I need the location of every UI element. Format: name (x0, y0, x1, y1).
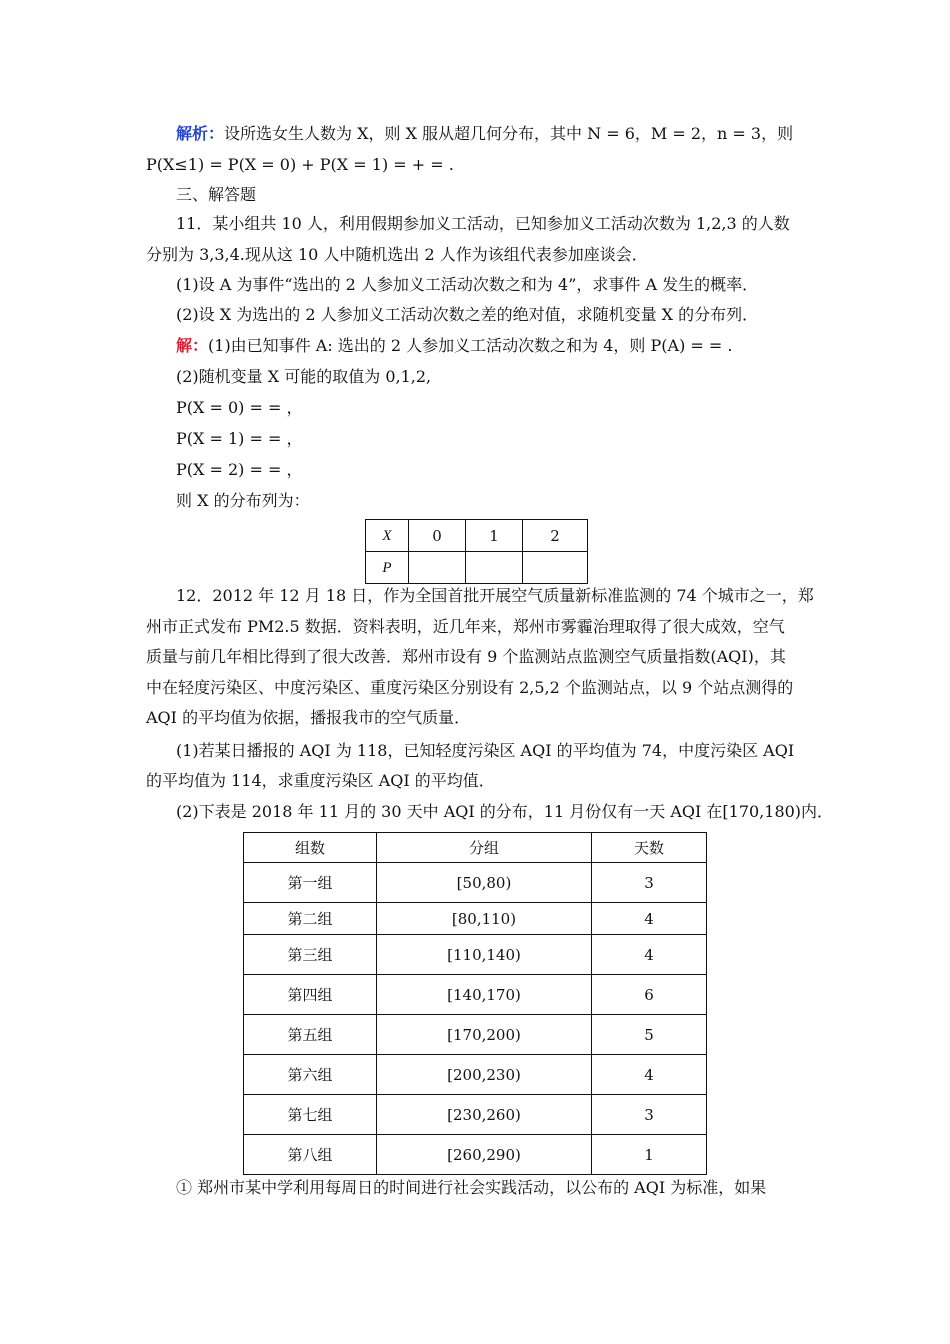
q12-sub1: ① 郑州市某中学利用每周日的时间进行社会实践活动，以公布的 AQI 为标准，如果 (176, 1178, 767, 1197)
table-row (244, 1095, 707, 1135)
q11-part1: (1)设 A 为事件“选出的 2 人参加义工活动次数之和为 4”，求事件 A 发生的概率． (176, 275, 759, 294)
table-cell: 第三组 (244, 935, 377, 975)
table-header-row (244, 833, 707, 863)
table-row (244, 1135, 707, 1175)
table-cell: 第八组 (244, 1135, 377, 1175)
table-row (244, 1015, 707, 1055)
q12-part1-line1: (1)若某日播报的 AQI 为 118，已知轻度污染区 AQI 的平均值为 74，中度污染区 AQI (176, 741, 795, 760)
analysis-label: 解析： (176, 124, 225, 143)
table-row (366, 520, 588, 552)
q12-line4: 中在轻度污染区、中度污染区、重度污染区分别设有 2,5,2 个监测站点，以 9 个站点测得的 (146, 678, 794, 697)
table-cell: [80,110) (377, 903, 592, 935)
q11-sol2: (2)随机变量 X 可能的取值为 0,1,2, (176, 367, 432, 386)
q11-solution-line1 (176, 336, 732, 356)
table-cell: 第二组 (244, 903, 377, 935)
table-cell: 1 (592, 1135, 707, 1175)
q12-part2: (2)下表是 2018 年 11 月的 30 天中 AQI 的分布，11 月份仅有一天 AQI 在[170,180)内． (176, 802, 834, 821)
table-cell: 4 (592, 903, 707, 935)
table-cell: 第四组 (244, 975, 377, 1015)
table-cell: [140,170) (377, 975, 592, 1015)
q12-part1-line2: 的平均值为 114，求重度污染区 AQI 的平均值． (146, 771, 495, 790)
table-cell: 第一组 (244, 863, 377, 903)
table-header-cell: 天数 (592, 833, 707, 863)
table-cell (523, 552, 588, 584)
q11-part2: (2)设 X 为选出的 2 人参加义工活动次数之差的绝对值，求随机变量 X 的分布列． (176, 305, 759, 324)
table-row (244, 975, 707, 1015)
q12-line5: AQI 的平均值为依据，播报我市的空气质量． (146, 708, 471, 727)
table-cell: 第六组 (244, 1055, 377, 1095)
table-cell: 0 (409, 520, 466, 552)
table-cell: P (366, 552, 409, 584)
section-heading: 三、解答题 (176, 185, 257, 204)
table-header-cell: 分组 (377, 833, 592, 863)
table-cell: X (366, 520, 409, 552)
table-row (244, 863, 707, 903)
table-cell: 6 (592, 975, 707, 1015)
distribution-table (365, 519, 588, 584)
q12-line2: 州市正式发布 PM2.5 数据．资料表明，近几年来，郑州市雾霾治理取得了很大成效，空气 (146, 617, 785, 636)
table-cell: [50,80) (377, 863, 592, 903)
q11-sol6: 则 X 的分布列为： (176, 491, 310, 510)
table-cell: 1 (466, 520, 523, 552)
table-cell: 3 (592, 1095, 707, 1135)
table-cell (466, 552, 523, 584)
table-cell: 4 (592, 935, 707, 975)
q12-line1: 12．2012 年 12 月 18 日，作为全国首批开展空气质量新标准监测的 74 个城市之一，郑 (176, 586, 814, 605)
q12-line3: 质量与前几年相比得到了很大改善．郑州市设有 9 个监测站点监测空气质量指数(AQI)，其 (146, 647, 786, 666)
table-cell: 2 (523, 520, 588, 552)
table-cell: [110,140) (377, 935, 592, 975)
table-row (366, 552, 588, 584)
table-row (244, 935, 707, 975)
table-cell: 第七组 (244, 1095, 377, 1135)
q10-solution-text: 设所选女生人数为 X，则 X 服从超几何分布，其中 N = 6，M = 2，n = 3，则 (224, 124, 794, 143)
q11-sol1-text: (1)由已知事件 A: 选出的 2 人参加义工活动次数之和为 4，则 P(A) = = . (208, 336, 733, 355)
table-row (244, 1055, 707, 1095)
table-cell: 3 (592, 863, 707, 903)
table-cell: [170,200) (377, 1015, 592, 1055)
q11-sol3: P(X = 0) = = ， (176, 398, 303, 417)
solution-label: 解： (176, 336, 209, 355)
table-cell: [230,260) (377, 1095, 592, 1135)
table-cell (409, 552, 466, 584)
q11-sol5: P(X = 2) = = ， (176, 460, 303, 479)
table-cell: 5 (592, 1015, 707, 1055)
table-cell: 4 (592, 1055, 707, 1095)
table-row (244, 903, 707, 935)
aqi-distribution-table (243, 832, 707, 1175)
table-cell: [260,290) (377, 1135, 592, 1175)
table-header-cell: 组数 (244, 833, 377, 863)
table-cell: [200,230) (377, 1055, 592, 1095)
q11-stem-line1: 11．某小组共 10 人，利用假期参加义工活动，已知参加义工活动次数为 1,2,3 的人数 (176, 214, 790, 233)
q11-stem-line2: 分别为 3,3,4.现从这 10 人中随机选出 2 人作为该组代表参加座谈会． (146, 245, 648, 264)
table-cell: 第五组 (244, 1015, 377, 1055)
q10-solution-line2: P(X≤1) = P(X = 0) + P(X = 1) = + = . (146, 155, 454, 174)
q10-solution-line1 (176, 124, 793, 144)
q11-sol4: P(X = 1) = = ， (176, 429, 303, 448)
